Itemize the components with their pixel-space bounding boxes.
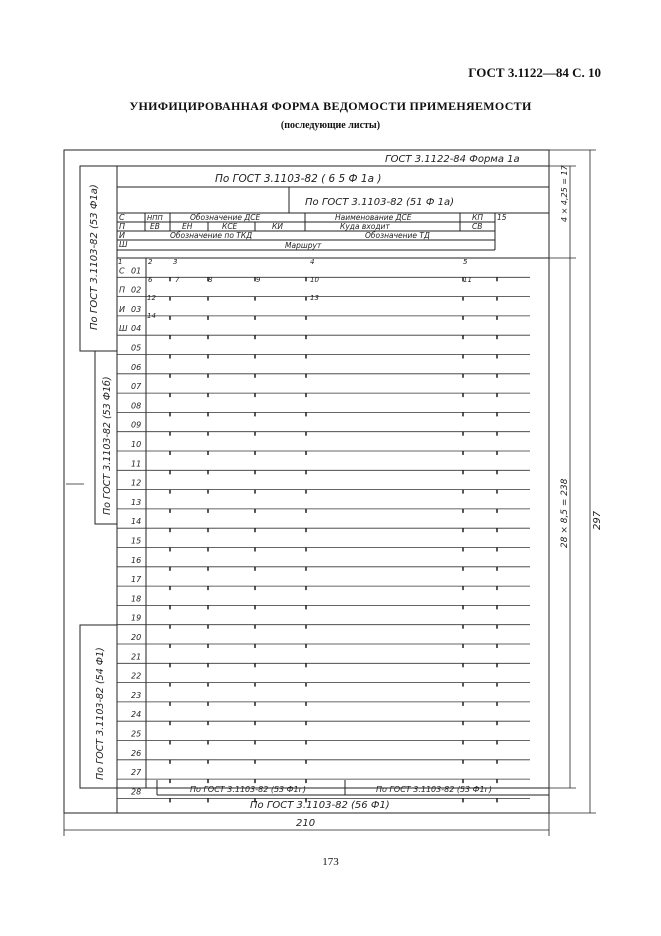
col-num-2: 2 [148,258,153,266]
row-label: 26 [131,748,142,758]
hdr-sv: СВ [472,222,483,231]
hdr-ki: КИ [272,222,283,231]
left-block-top-text: По ГОСТ 3.1103-82 (53 Ф1а) [89,184,100,330]
row-label: 02 [131,285,142,295]
dim-rows: 28 × 8,5 = 238 [560,478,570,548]
col-num-4: 4 [310,258,315,266]
col-num-5: 5 [463,258,468,266]
row-label: 03 [131,304,142,314]
col-num-8: 8 [208,276,213,284]
row-label: 06 [131,362,142,372]
row-label: 21 [131,652,142,662]
row-label: 27 [131,768,142,778]
col-num-9: 9 [256,276,261,284]
hdr-naim-dse: Наименование ДСЕ [335,213,412,222]
row-label: 18 [131,594,142,604]
row-label: 12 [131,478,142,488]
row-label: 09 [131,420,142,430]
hdr-marshrut: Маршрут [285,241,322,250]
row-prefix: Ш [119,324,128,334]
row-label: 11 [131,459,142,469]
row-label: 25 [131,729,142,739]
hdr-sh: Ш [119,240,128,249]
bottom-main-text: По ГОСТ 3.1103-82 (56 Ф1) [250,800,390,811]
dim-width: 210 [296,818,316,829]
top-block-text: По ГОСТ 3.1103-82 ( 6 5 Ф 1а ) [215,173,382,185]
row-label: 10 [131,440,142,449]
form-label: ГОСТ 3.1122-84 Форма 1а [385,154,520,165]
sub-block-text: По ГОСТ 3.1103-82 (51 Ф 1а) [305,197,455,208]
row-label: 24 [131,710,142,720]
row-prefix: С [119,266,125,276]
col-num-1: 1 [118,258,123,266]
row-label: 15 [131,536,142,546]
col-num-7: 7 [175,276,180,284]
left-block-bottom-text: По ГОСТ 3.1103-82 (54 Ф1) [95,647,106,780]
row-label: 16 [131,555,142,565]
col-num-11: 11 [463,276,472,284]
row-label: 14 [131,517,142,527]
col-num-10: 10 [310,276,319,284]
row-label: 13 [131,497,142,507]
col-num-14: 14 [147,312,156,320]
row-label: 17 [131,575,142,585]
row-label: 04 [131,324,142,334]
row-label: 23 [131,690,142,700]
document-title: УНИФИЦИРОВАННАЯ ФОРМА ВЕДОМОСТИ ПРИМЕНЯЕМОСТИ [129,99,532,113]
row-grid [117,277,530,802]
dim-height: 297 [592,510,603,530]
gost-header: ГОСТ 3.1122—84 С. 10 [468,65,601,80]
col-num-3: 3 [173,258,178,266]
hdr-oboz-dse: Обозначение ДСЕ [190,213,261,222]
bottom-left-text: По ГОСТ 3.1103-82 (53 Ф1г) [190,785,306,794]
row-label: 08 [131,401,142,411]
row-label: 28 [131,787,142,797]
col-num-6: 6 [148,276,153,284]
document-subtitle: (последующие листы) [280,120,381,131]
bottom-right-text: По ГОСТ 3.1103-82 (53 Ф1г) [376,785,492,794]
row-label: 07 [131,382,142,392]
hdr-kse: КСЕ [222,222,238,231]
hdr-p: П [119,222,126,231]
page-number: 173 [322,856,339,868]
row-label: 22 [131,671,142,681]
hdr-i: И [119,231,125,240]
hdr-kp: КП [472,213,483,222]
row-label: 20 [131,633,142,642]
hdr-kuda: Куда входит [340,222,390,231]
hdr-oboz-td: Обозначение ТД [365,231,430,240]
row-labels [119,266,142,796]
hdr-oboz-tkd: Обозначение по ТКД [170,231,253,240]
row-prefix: И [119,304,125,314]
col-num-13: 13 [310,294,319,302]
hdr-en: ЕН [182,222,193,231]
row-label: 19 [131,613,142,623]
row-label: 01 [131,266,142,276]
left-block-mid-text: По ГОСТ 3.1103-82 (53 Ф1б) [102,376,113,515]
hdr-npp: НПП [147,214,163,222]
row-label: 05 [131,343,142,353]
row-prefix: П [119,285,126,295]
dim-header: 4 × 4,25 = 17 [560,165,569,222]
col-num-12: 12 [147,294,156,302]
hdr-ev: ЕВ [150,222,160,231]
hdr-c: С [119,213,125,222]
hdr-15: 15 [497,213,507,222]
